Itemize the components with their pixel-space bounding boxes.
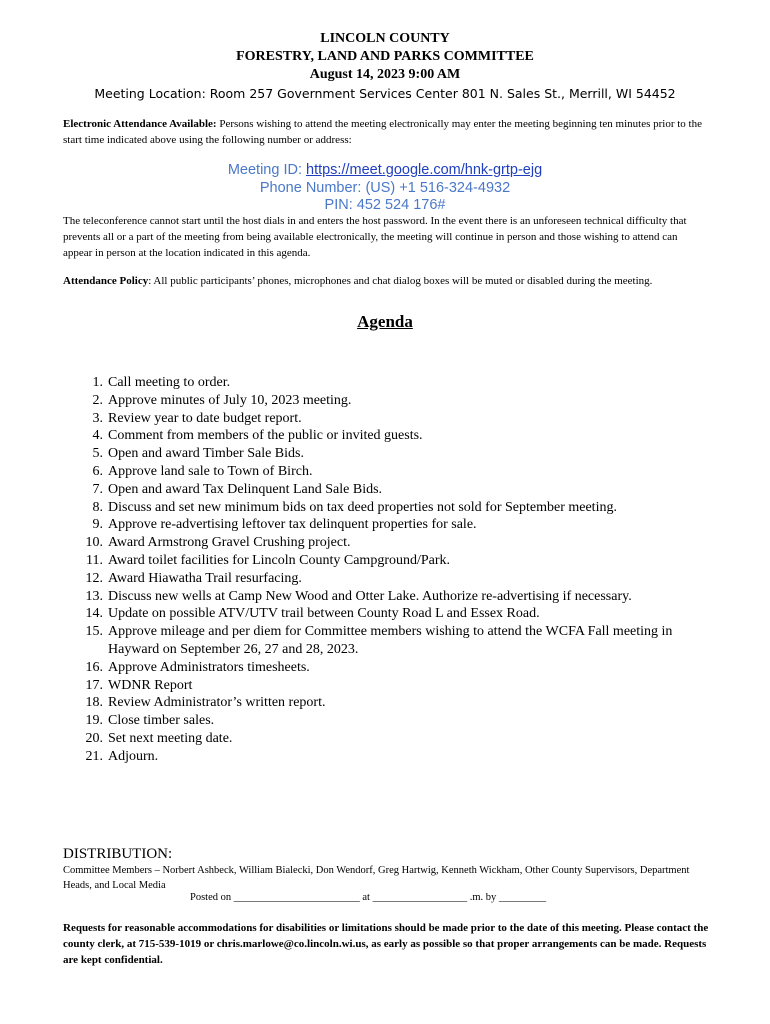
attendance-policy-text: : All public participants’ phones, microphones and chat dialog boxes will be muted or disabled during the meeting. xyxy=(148,275,653,287)
agenda-item-text: Approve land sale to Town of Birch. xyxy=(108,463,313,479)
agenda-item xyxy=(63,516,723,534)
attendance-policy-paragraph xyxy=(63,273,709,289)
agenda-item-text: Discuss new wells at Camp New Wood and Otter Lake. Authorize re-advertising if necessary. xyxy=(108,588,632,604)
agenda-item-text: Award Armstrong Gravel Crushing project. xyxy=(108,535,351,551)
agenda-item-text: Review Administrator’s written report. xyxy=(108,695,326,711)
agenda-item-text: Approve re-advertising leftover tax delinquent properties for sale. xyxy=(108,517,477,533)
attendance-policy-label: Attendance Policy xyxy=(63,275,149,287)
agenda-item xyxy=(63,481,723,499)
agenda-item xyxy=(63,552,723,570)
agenda-item-text: Open and award Timber Sale Bids. xyxy=(108,446,304,462)
agenda-item-text: WDNR Report xyxy=(108,677,193,693)
posted-line: Posted on ________________________ at __________________ .m. by _________ xyxy=(190,892,547,903)
accommodations-notice: Requests for reasonable accommodations for disabilities or limitations should be made prior to the date of this meeting. Please contact the county clerk, at 715-539-1019 or chris.marlowe@co.lincoln.wi.us, as early as possible so that proper arrangements can be made. Requests are kept confidential. xyxy=(63,922,709,966)
agenda-item-number: 13. xyxy=(85,588,103,604)
electronic-attendance-label: Electronic Attendance Available: xyxy=(63,118,217,130)
agenda-item-number: 18. xyxy=(85,695,103,711)
agenda-item-number: 4. xyxy=(92,428,103,444)
agenda-list xyxy=(63,374,723,766)
agenda-item-number: 12. xyxy=(85,570,103,586)
agenda-title: Agenda xyxy=(357,312,413,331)
agenda-item xyxy=(63,374,723,392)
agenda-item xyxy=(63,677,723,695)
phone-number: Phone Number: (US) +1 516-324-4932 xyxy=(259,179,511,196)
meeting-id-label: Meeting ID: xyxy=(227,162,306,178)
agenda-item xyxy=(63,659,723,677)
agenda-item-number: 7. xyxy=(92,481,103,497)
agenda-item-text: Open and award Tax Delinquent Land Sale Bids. xyxy=(108,481,383,497)
agenda-item-number: 5. xyxy=(92,446,103,462)
agenda-item xyxy=(63,410,723,428)
agenda-item-number: 21. xyxy=(85,748,103,764)
agenda-item xyxy=(63,712,723,730)
distribution-text: Committee Members – Norbert Ashbeck, William Bialecki, Don Wendorf, Greg Hartwig, Kenneth Wickham, Other County Supervisors, Department Heads, and Local Media xyxy=(63,865,690,891)
agenda-item-text: Update on possible ATV/UTV trail between County Road L and Essex Road. xyxy=(108,606,540,622)
agenda-item-number: 19. xyxy=(85,713,103,729)
agenda-item xyxy=(63,694,723,712)
meeting-id-line xyxy=(0,162,770,180)
agenda-item-text: Approve Administrators timesheets. xyxy=(108,659,310,675)
agenda-item xyxy=(63,605,723,623)
agenda-item-number: 9. xyxy=(92,517,103,533)
agenda-item-text: Comment from members of the public or invited guests. xyxy=(108,428,423,444)
agenda-item xyxy=(63,445,723,463)
agenda-item xyxy=(63,534,723,552)
agenda-item xyxy=(63,588,723,606)
agenda-item xyxy=(63,463,723,481)
agenda-item xyxy=(63,730,723,748)
teleconference-paragraph: The teleconference cannot start until the host dials in and enters the host password. In the event there is an unforeseen technical difficulty that prevents all or a part of the meeting from being available electronically, the meeting will continue in person and those wishing to attend can appear in person at the location indicated in this agenda. xyxy=(63,215,687,259)
meeting-location: Meeting Location: Room 257 Government Services Center 801 N. Sales St., Merrill, WI 54452 xyxy=(94,86,676,101)
agenda-item-number: 10. xyxy=(85,535,103,551)
agenda-item xyxy=(63,427,723,445)
agenda-item xyxy=(63,570,723,588)
agenda-item-number: 15. xyxy=(85,624,103,640)
agenda-item-number: 8. xyxy=(92,499,103,515)
agenda-item-number: 20. xyxy=(85,730,103,746)
agenda-item-text: Approve mileage and per diem for Committee members wishing to attend the WCFA Fall meeting in Hayward on September 26, 27 and 28, 2023. xyxy=(108,624,673,657)
agenda-item xyxy=(63,748,723,766)
agenda-item-text: Award toilet facilities for Lincoln County Campground/Park. xyxy=(108,552,451,568)
agenda-item-number: 11. xyxy=(86,552,103,568)
agenda-item-text: Award Hiawatha Trail resurfacing. xyxy=(108,570,302,586)
agenda-item xyxy=(63,392,723,410)
agenda-item-text: Close timber sales. xyxy=(108,713,215,729)
agenda-item-text: Set next meeting date. xyxy=(108,730,233,746)
agenda-item-number: 3. xyxy=(92,410,103,426)
meeting-pin: PIN: 452 524 176# xyxy=(324,197,446,213)
electronic-attendance-text: Persons wishing to attend the meeting electronically may enter the meeting beginning ten minutes prior to the start time indicated above using the following number or address: xyxy=(63,118,702,146)
distribution-title: DISTRIBUTION: xyxy=(63,846,173,862)
agenda-item-text: Adjourn. xyxy=(108,748,159,764)
meeting-connection-info xyxy=(0,162,770,215)
document-header xyxy=(0,30,770,103)
agenda-item-number: 16. xyxy=(85,659,103,675)
agenda-item-text: Discuss and set new minimum bids on tax deed properties not sold for September meeting. xyxy=(108,499,617,515)
committee-name: FORESTRY, LAND AND PARKS COMMITTEE xyxy=(236,49,534,64)
agenda-item-text: Review year to date budget report. xyxy=(108,410,302,426)
electronic-attendance-paragraph xyxy=(63,116,709,148)
county-name: LINCOLN COUNTY xyxy=(320,31,450,46)
meeting-datetime: August 14, 2023 9:00 AM xyxy=(309,67,461,82)
agenda-item-text: Call meeting to order. xyxy=(108,375,231,390)
agenda-item-number: 2. xyxy=(92,392,103,408)
agenda-item-number: 1. xyxy=(92,375,103,390)
meeting-link[interactable]: https://meet.google.com/hnk-grtp-ejg xyxy=(306,162,543,178)
agenda-item xyxy=(63,499,723,517)
agenda-item-number: 14. xyxy=(85,606,103,622)
agenda-item xyxy=(63,623,723,659)
agenda-item-number: 17. xyxy=(85,677,103,693)
agenda-item-number: 6. xyxy=(92,463,103,479)
agenda-item-text: Approve minutes of July 10, 2023 meeting. xyxy=(108,392,352,408)
